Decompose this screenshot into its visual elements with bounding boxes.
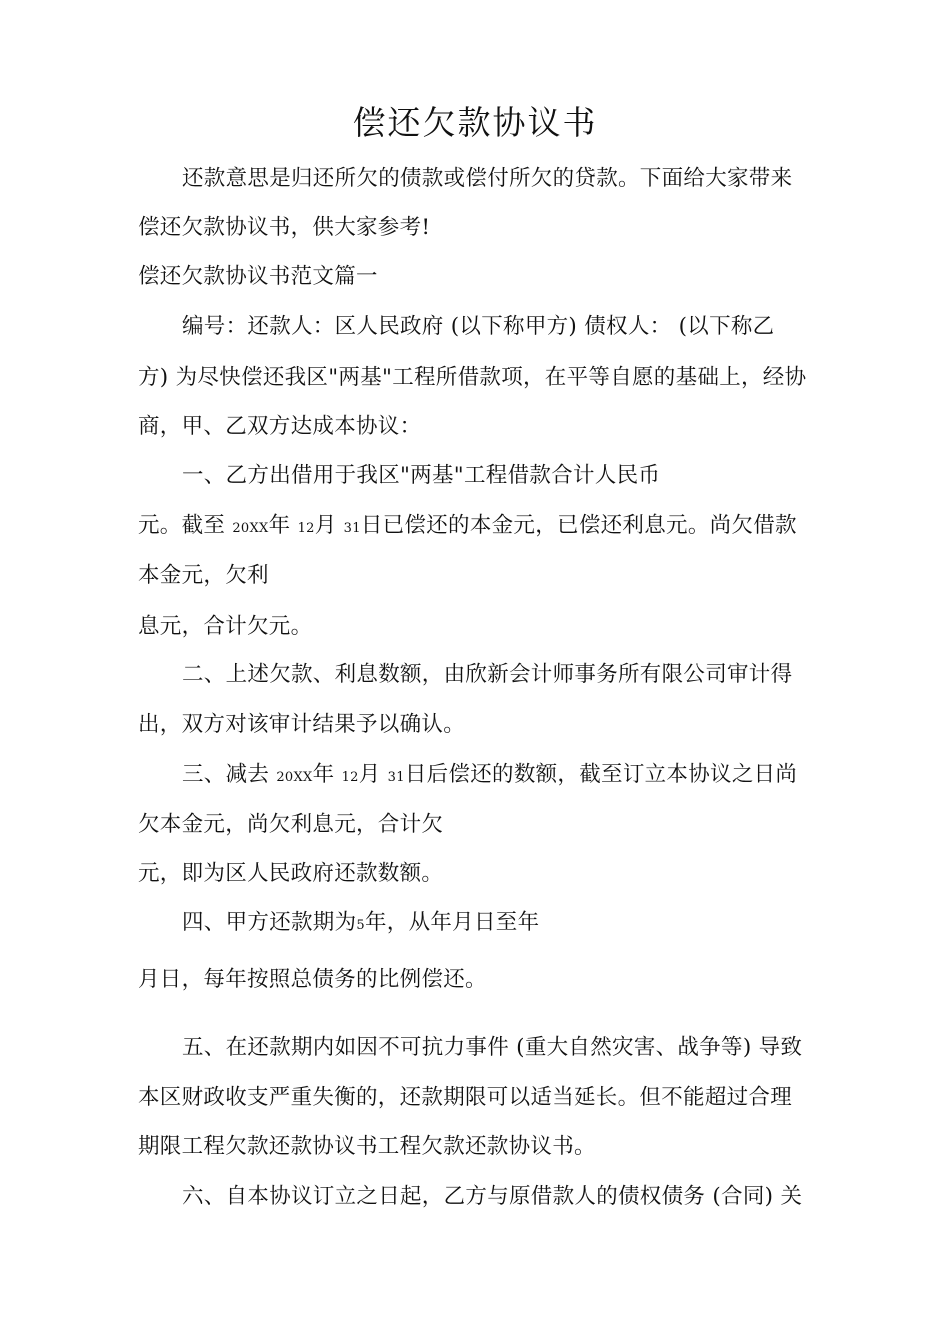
day-value: 31 bbox=[387, 770, 405, 785]
text-run: 月 bbox=[314, 513, 337, 538]
text-run: 月 bbox=[358, 762, 381, 787]
text-run: 年 bbox=[268, 513, 291, 538]
paragraph-line: 二、上述欠款、利息数额，由欣新会计师事务所有限公司审计得 bbox=[182, 662, 793, 687]
text-run: 元。截至 bbox=[138, 513, 226, 538]
day-value: 31 bbox=[343, 521, 361, 536]
paragraph-line: 本金元，欠利 bbox=[138, 563, 269, 588]
paragraph-line: 本区财政收支严重失衡的，还款期限可以适当延长。但不能超过合理 bbox=[138, 1085, 793, 1110]
month-value: 12 bbox=[297, 521, 315, 536]
month-value: 12 bbox=[341, 770, 359, 785]
text-run: 日后偿还的数额，截至订立本协议之日尚 bbox=[404, 762, 798, 787]
text-run: 四、甲方还款期为 bbox=[182, 910, 357, 935]
text-run: 年 bbox=[312, 762, 335, 787]
paragraph-line: 欠本金元，尚欠利息元，合计欠 bbox=[138, 812, 444, 837]
paragraph-line: 期限工程欠款还款协议书工程欠款还款协议书。 bbox=[138, 1134, 596, 1159]
paragraph-line: 六、自本协议订立之日起，乙方与原借款人的债权债务 (合同) 关 bbox=[182, 1184, 803, 1209]
paragraph-line: 出，双方对该审计结果予以确认。 bbox=[138, 712, 466, 737]
year-value: 20XX bbox=[276, 770, 313, 785]
text-run: 三、减去 bbox=[182, 762, 270, 787]
paragraph-line bbox=[182, 760, 797, 793]
section-heading: 偿还欠款协议书范文篇一 bbox=[138, 264, 378, 289]
paragraph-line: 编号：还款人：区人民政府 (以下称甲方) 债权人： (以下称乙 bbox=[182, 314, 775, 339]
paragraph-line: 方) 为尽快偿还我区"两基"工程所借款项，在平等自愿的基础上，经协 bbox=[138, 365, 807, 390]
paragraph-line: 一、乙方出借用于我区"两基"工程借款合计人民币 bbox=[182, 463, 661, 488]
paragraph-line: 元，即为区人民政府还款数额。 bbox=[138, 861, 444, 886]
paragraph-line: 息元，合计欠元。 bbox=[138, 614, 313, 639]
text-run: 年，从年月日至年 bbox=[364, 910, 540, 935]
paragraph-line: 月日，每年按照总债务的比例偿还。 bbox=[138, 967, 487, 992]
paragraph-line: 五、在还款期内如因不可抗力事件 (重大自然灾害、战争等) 导致 bbox=[182, 1035, 803, 1060]
paragraph-line bbox=[182, 908, 539, 941]
document-title: 偿还欠款协议书 bbox=[352, 103, 598, 142]
paragraph-line: 偿还欠款协议书，供大家参考! bbox=[138, 215, 431, 240]
paragraph-line: 商，甲、乙双方达成本协议： bbox=[138, 414, 422, 439]
paragraph-line bbox=[138, 511, 797, 544]
text-run: 日已偿还的本金元，已偿还利息元。尚欠借款 bbox=[360, 513, 797, 538]
term-value: 5 bbox=[356, 918, 365, 933]
year-value: 20XX bbox=[232, 521, 269, 536]
paragraph-line: 还款意思是归还所欠的债款或偿付所欠的贷款。下面给大家带来 bbox=[182, 166, 793, 191]
